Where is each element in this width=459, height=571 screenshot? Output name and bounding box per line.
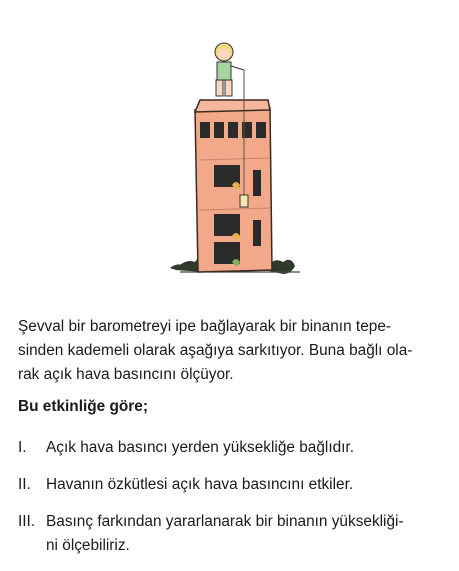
- para-line-2: sinden kademeli olarak aşağıya sarkıtıyor. Buna bağlı ola-: [18, 342, 413, 359]
- top-windows: [200, 122, 266, 138]
- para-line-3: rak açık hava basıncını ölçüyor.: [18, 366, 234, 383]
- barometer-icon: [240, 195, 248, 207]
- para-line-1: Şevval bir barometreyi ipe bağlayarak bir binanın tepe-: [18, 318, 391, 335]
- question-heading: Bu etkinliğe göre;: [18, 398, 148, 415]
- intro-paragraph: [18, 315, 443, 387]
- statement-text: ni ölçebiliriz.: [46, 537, 130, 554]
- statement-text: Havanın özkütlesi açık hava basıncını etkiler.: [46, 476, 354, 493]
- statement-3: [18, 510, 448, 558]
- statement-number: I.: [18, 439, 27, 456]
- statement-2: [18, 473, 448, 497]
- statement-text: Basınç farkından yararlanarak bir binanın yüksekliği-: [46, 513, 404, 530]
- statement-number: II.: [18, 476, 31, 493]
- statement-1: [18, 436, 448, 460]
- statement-text: Açık hava basıncı yerden yüksekliğe bağlıdır.: [46, 439, 354, 456]
- statement-number: III.: [18, 513, 36, 530]
- girl-figure: [215, 43, 244, 96]
- statements-list: [18, 436, 448, 571]
